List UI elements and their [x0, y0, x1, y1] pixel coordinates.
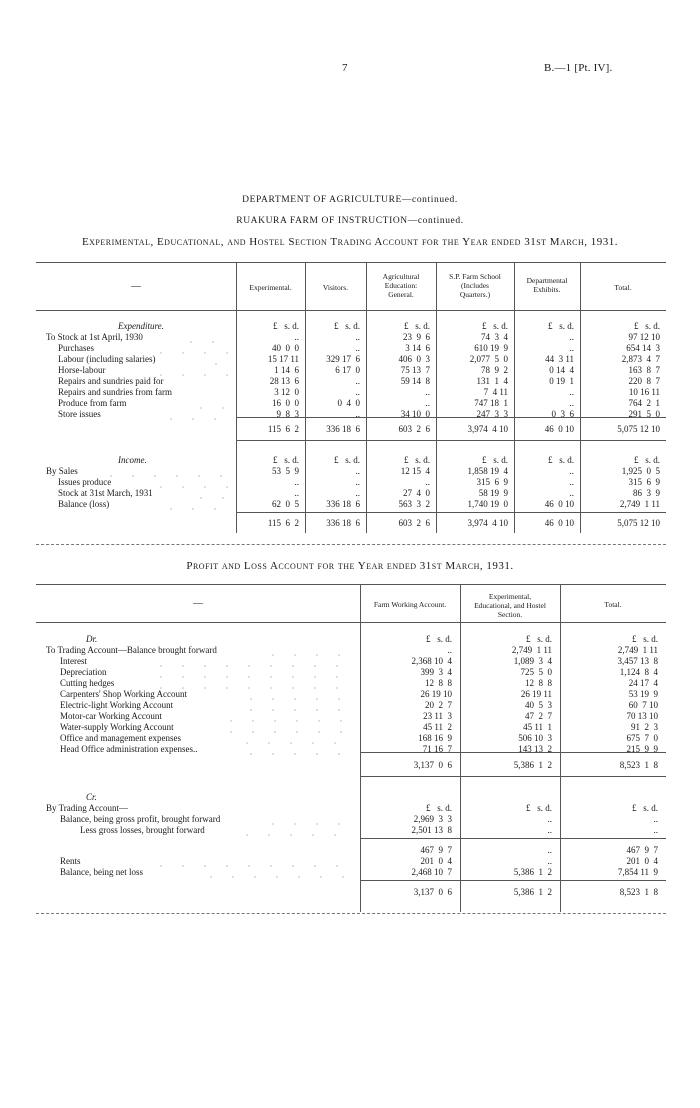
subtotal-cell: 467 9 7 — [626, 845, 658, 855]
row-label: To Trading Account—Balance brought forward — [46, 645, 217, 655]
column-header: Farm Working Account. — [373, 600, 447, 609]
currency-header: £ s. d. — [425, 634, 452, 644]
row-label: Stock at 31st March, 1931 — [58, 488, 153, 498]
rule — [360, 838, 666, 839]
amount-cell: 6 17 0 — [335, 365, 360, 375]
row-label: Horse-labour — [58, 365, 106, 375]
amount-cell: 3 14 6 — [405, 343, 430, 353]
column-header: Section. — [497, 610, 523, 619]
amount-cell: 2,749 1 11 — [511, 645, 552, 655]
amount-cell: 2,749 1 11 — [617, 645, 658, 655]
amount-cell: 764 2 1 — [628, 398, 660, 408]
leader-dots — [150, 856, 352, 867]
leader-dots — [236, 825, 352, 836]
total-cell: 603 2 6 — [398, 424, 430, 434]
amount-cell: 26 19 11 — [520, 689, 552, 699]
leader-dots — [205, 354, 232, 365]
amount-cell: .. — [653, 825, 658, 835]
amount-cell: 143 13 2 — [518, 744, 552, 754]
leader-dots — [240, 700, 352, 711]
total-cell: 3,974 4 10 — [467, 518, 508, 528]
pl-title: Profit and Loss Account for the Year ended 31st March, 1931. — [186, 560, 514, 572]
column-header: Total. — [604, 600, 622, 609]
amount-cell: 654 14 3 — [626, 343, 660, 353]
row-label: Motor-car Working Account — [60, 711, 162, 721]
subtotal-cell: .. — [547, 845, 552, 855]
amount-cell: 45 11 2 — [423, 722, 452, 732]
page-ref: B.—1 [Pt. IV]. — [544, 62, 613, 74]
amount-cell: 725 5 0 — [520, 667, 552, 677]
row-label: Repairs and sundries paid for — [58, 376, 164, 386]
amount-cell: 75 13 7 — [400, 365, 430, 375]
amount-cell: .. — [569, 343, 574, 353]
amount-cell: 23 11 3 — [423, 711, 452, 721]
amount-cell: 2,501 13 8 — [411, 825, 452, 835]
row-label: Purchases — [58, 343, 94, 353]
row-label: By Sales — [46, 466, 78, 476]
amount-cell: 1,124 8 4 — [619, 667, 658, 677]
row-label: Labour (including salaries) — [58, 354, 156, 364]
row-label: Head Office administration expenses.. — [60, 744, 198, 754]
amount-cell: 1,925 0 5 — [621, 466, 660, 476]
rule — [236, 512, 666, 513]
amount-cell: .. — [355, 477, 360, 487]
amount-cell: 131 1 4 — [476, 376, 508, 386]
column-header: Education: — [384, 281, 418, 290]
amount-cell: 406 0 3 — [398, 354, 430, 364]
currency-header: £ s. d. — [333, 455, 360, 465]
amount-cell: 163 8 7 — [628, 365, 660, 375]
row-label: Repairs and sundries from farm — [58, 387, 172, 397]
currency-header: £ s. d. — [525, 803, 552, 813]
row-label: To Stock at 1st April, 1930 — [46, 332, 143, 342]
amount-cell: 0 19 1 — [549, 376, 574, 386]
amount-cell: 220 8 7 — [628, 376, 660, 386]
row-label: Balance, being gross profit, brought forward — [60, 814, 221, 824]
header-dash: — — [131, 281, 141, 292]
leader-dots — [262, 645, 352, 656]
total-cell: 5,075 12 10 — [617, 424, 660, 434]
amount-cell: 53 5 9 — [272, 466, 299, 476]
amount-cell: 97 12 10 — [628, 332, 660, 342]
column-header: Experimental. — [249, 283, 292, 292]
leader-dots — [236, 733, 352, 744]
amount-cell: 0 14 4 — [549, 365, 574, 375]
amount-cell: 45 11 1 — [523, 722, 552, 732]
leader-dots — [150, 656, 352, 667]
leader-dots — [150, 477, 232, 488]
row-label: Water-supply Working Account — [60, 722, 174, 732]
amount-cell: 86 3 9 — [633, 488, 660, 498]
leader-dots — [150, 678, 352, 689]
rule — [360, 776, 666, 777]
amount-cell: 1,740 19 0 — [467, 499, 508, 509]
amount-cell: .. — [355, 332, 360, 342]
leader-dots — [222, 387, 232, 398]
amount-cell: 2,873 4 7 — [621, 354, 660, 364]
currency-header: £ s. d. — [547, 321, 574, 331]
amount-cell: 28 13 6 — [269, 376, 299, 386]
amount-cell: 1 14 6 — [274, 365, 299, 375]
currency-header: £ s. d. — [525, 634, 552, 644]
amount-cell: 215 9 9 — [626, 744, 658, 754]
row-label: Store issues — [58, 409, 101, 419]
row-label: Office and management expenses — [60, 733, 182, 743]
rule — [36, 913, 666, 914]
amount-cell: 747 18 1 — [474, 398, 508, 408]
amount-cell: 2,749 1 11 — [619, 499, 660, 509]
leader-dots — [220, 722, 352, 733]
leader-dots — [160, 499, 232, 510]
total-cell: 3,974 4 10 — [467, 424, 508, 434]
row-label: Electric-light Working Account — [60, 700, 174, 710]
column-header: Agricultural — [382, 272, 420, 281]
cr-heading: Cr. — [86, 792, 97, 802]
amount-cell: 62 0 5 — [272, 499, 299, 509]
amount-cell: 1,858 19 4 — [467, 466, 508, 476]
column-header: (Includes — [461, 281, 489, 290]
leader-dots — [100, 466, 232, 477]
column-header: Departmental — [526, 276, 568, 285]
amount-cell: .. — [294, 477, 299, 487]
amount-cell: 27 4 0 — [403, 488, 430, 498]
row-label: Less gross losses, brought forward — [80, 825, 205, 835]
amount-cell: .. — [547, 814, 552, 824]
leader-dots — [222, 376, 232, 387]
amount-cell: 15 17 11 — [267, 354, 299, 364]
amount-cell: .. — [355, 466, 360, 476]
amount-cell: 23 9 6 — [403, 332, 430, 342]
column-header: Quarters.) — [459, 290, 491, 299]
amount-cell: 78 9 2 — [481, 365, 508, 375]
row-label: Interest — [60, 656, 87, 666]
amount-cell: 315 6 9 — [628, 477, 660, 487]
amount-cell: .. — [355, 409, 360, 419]
leader-dots — [240, 689, 352, 700]
income-heading: Income. — [118, 455, 147, 465]
amount-cell: .. — [294, 488, 299, 498]
leader-dots — [200, 867, 352, 878]
currency-header: £ s. d. — [403, 321, 430, 331]
amount-cell: 1,089 3 4 — [513, 656, 552, 666]
column-header: General. — [388, 290, 414, 299]
currency-header: £ s. d. — [631, 803, 658, 813]
rule — [36, 262, 666, 263]
total-cell: 115 6 2 — [267, 518, 299, 528]
rule — [236, 440, 666, 441]
amount-cell: 675 7 0 — [626, 733, 658, 743]
amount-cell: 20 2 7 — [425, 700, 452, 710]
total-cell: 603 2 6 — [398, 518, 430, 528]
amount-cell: .. — [355, 376, 360, 386]
amount-cell: .. — [569, 398, 574, 408]
leader-dots — [190, 398, 232, 409]
amount-cell: 24 17 4 — [628, 678, 658, 688]
dr-heading: Dr. — [86, 634, 98, 644]
total-cell: 3,137 0 6 — [413, 760, 452, 770]
amount-cell: 60 7 10 — [628, 700, 658, 710]
amount-cell: 7,854 11 9 — [617, 867, 658, 877]
amount-cell: 5,386 1 2 — [513, 867, 552, 877]
total-cell: 5,386 1 2 — [513, 760, 552, 770]
leader-dots — [190, 488, 232, 499]
amount-cell: .. — [425, 477, 430, 487]
currency-header: £ s. d. — [481, 455, 508, 465]
total-cell: 8,523 1 8 — [619, 887, 658, 897]
amount-cell: 2,077 5 0 — [469, 354, 508, 364]
total-cell: 3,137 0 6 — [413, 887, 452, 897]
currency-header: £ s. d. — [425, 803, 452, 813]
currency-header: £ s. d. — [272, 455, 299, 465]
rule — [360, 880, 666, 881]
currency-header: £ s. d. — [272, 321, 299, 331]
amount-cell: 2,969 3 3 — [413, 814, 452, 824]
column-header: Experimental, — [488, 592, 532, 601]
amount-cell: .. — [569, 488, 574, 498]
amount-cell: 2,368 10 4 — [411, 656, 452, 666]
amount-cell: 40 5 3 — [525, 700, 552, 710]
row-label: Balance (loss) — [58, 499, 110, 509]
amount-cell: .. — [425, 398, 430, 408]
column-header: Exhibits. — [533, 285, 561, 294]
amount-cell: 3 12 0 — [274, 387, 299, 397]
amount-cell: 2,468 10 7 — [411, 867, 452, 877]
amount-cell: 46 0 10 — [544, 499, 574, 509]
leader-dots — [150, 365, 232, 376]
rule — [36, 544, 666, 545]
amount-cell: 7 4 11 — [483, 387, 508, 397]
leader-dots — [262, 814, 352, 825]
row-label: Cutting hedges — [60, 678, 115, 688]
row-label: Depreciation — [60, 667, 107, 677]
amount-cell: .. — [355, 387, 360, 397]
amount-cell: 12 15 4 — [400, 466, 430, 476]
amount-cell: .. — [569, 477, 574, 487]
amount-cell: 74 3 4 — [481, 332, 508, 342]
amount-cell: .. — [547, 856, 552, 866]
rule — [36, 622, 666, 623]
amount-cell: 59 14 8 — [400, 376, 430, 386]
expenditure-heading: Expenditure. — [118, 321, 164, 331]
leader-dots — [160, 409, 232, 420]
page-number: 7 — [342, 62, 348, 74]
total-cell: 115 6 2 — [267, 424, 299, 434]
currency-header: £ s. d. — [633, 455, 660, 465]
leader-dots — [180, 332, 232, 343]
rule — [36, 310, 666, 311]
farm-title: RUAKURA FARM OF INSTRUCTION—continued. — [236, 216, 464, 226]
amount-cell: 0 4 0 — [337, 398, 360, 408]
currency-header: £ s. d. — [633, 321, 660, 331]
leader-dots — [150, 667, 352, 678]
total-cell: 46 0 10 — [544, 518, 574, 528]
amount-cell: 3,457 13 8 — [617, 656, 658, 666]
amount-cell: 399 3 4 — [420, 667, 452, 677]
amount-cell: 12 8 8 — [525, 678, 552, 688]
total-cell: 5,075 12 10 — [617, 518, 660, 528]
leader-dots — [150, 343, 232, 354]
amount-cell: 247 3 3 — [476, 409, 508, 419]
amount-cell: 336 18 6 — [326, 499, 360, 509]
total-cell: 8,523 1 8 — [619, 760, 658, 770]
dept-title: DEPARTMENT OF AGRICULTURE—continued. — [242, 195, 458, 205]
amount-cell: .. — [653, 814, 658, 824]
rule — [236, 417, 666, 418]
header-dash: — — [193, 598, 203, 609]
currency-header: £ s. d. — [403, 455, 430, 465]
trading-title: Experimental, Educational, and Hostel Section Trading Account for the Year ended 31st March, 1931. — [81, 236, 619, 248]
amount-cell: 53 19 9 — [628, 689, 658, 699]
subtotal-cell: 467 9 7 — [420, 845, 452, 855]
total-cell: 5,386 1 2 — [513, 887, 552, 897]
amount-cell: .. — [547, 825, 552, 835]
amount-cell: 329 17 6 — [326, 354, 360, 364]
total-cell: 46 0 10 — [544, 424, 574, 434]
row-label: Produce from farm — [58, 398, 127, 408]
amount-cell: 10 16 11 — [628, 387, 660, 397]
amount-cell: .. — [355, 488, 360, 498]
column-header: Total. — [614, 283, 632, 292]
amount-cell: 0 3 6 — [551, 409, 574, 419]
amount-cell: 58 19 9 — [478, 488, 508, 498]
rule — [360, 752, 666, 753]
currency-header: £ s. d. — [547, 455, 574, 465]
leader-dots — [220, 711, 352, 722]
amount-cell: 506 10 3 — [518, 733, 552, 743]
total-cell: 336 18 6 — [326, 424, 360, 434]
column-header: Visitors. — [322, 283, 349, 292]
row-label: Carpenters' Shop Working Account — [60, 689, 187, 699]
currency-header: £ s. d. — [333, 321, 360, 331]
amount-cell: 201 0 4 — [420, 856, 452, 866]
amount-cell: 168 16 9 — [418, 733, 452, 743]
amount-cell: 201 0 4 — [626, 856, 658, 866]
amount-cell: 44 3 11 — [545, 354, 574, 364]
rule — [36, 584, 666, 585]
amount-cell: 16 0 0 — [272, 398, 299, 408]
amount-cell: 291 5 0 — [628, 409, 660, 419]
currency-header: £ s. d. — [481, 321, 508, 331]
amount-cell: 70 13 10 — [626, 711, 658, 721]
amount-cell: 315 6 9 — [476, 477, 508, 487]
row-label: Issues produce — [58, 477, 112, 487]
amount-cell: 47 2 7 — [525, 711, 552, 721]
column-header: S.P. Farm School — [449, 272, 501, 281]
amount-cell: .. — [425, 387, 430, 397]
amount-cell: .. — [355, 343, 360, 353]
amount-cell: 563 3 2 — [398, 499, 430, 509]
total-cell: 336 18 6 — [326, 518, 360, 528]
currency-header: £ s. d. — [631, 634, 658, 644]
column-header: Educational, and Hostel — [474, 601, 546, 610]
amount-cell: 26 19 10 — [420, 689, 452, 699]
amount-cell: 610 19 9 — [474, 343, 508, 353]
amount-cell: .. — [569, 466, 574, 476]
row-label: Rents — [60, 856, 81, 866]
amount-cell: 71 16 7 — [422, 744, 452, 754]
row-label: By Trading Account— — [46, 803, 129, 813]
amount-cell: 9 8 3 — [276, 409, 299, 419]
amount-cell: 91 2 3 — [631, 722, 658, 732]
amount-cell: .. — [569, 332, 574, 342]
amount-cell: .. — [569, 387, 574, 397]
row-label: Balance, being net loss — [60, 867, 143, 877]
amount-cell: .. — [294, 332, 299, 342]
amount-cell: .. — [447, 645, 452, 655]
amount-cell: 40 0 0 — [272, 343, 299, 353]
leader-dots — [240, 744, 352, 755]
amount-cell: 12 8 8 — [425, 678, 452, 688]
amount-cell: 34 10 0 — [400, 409, 430, 419]
